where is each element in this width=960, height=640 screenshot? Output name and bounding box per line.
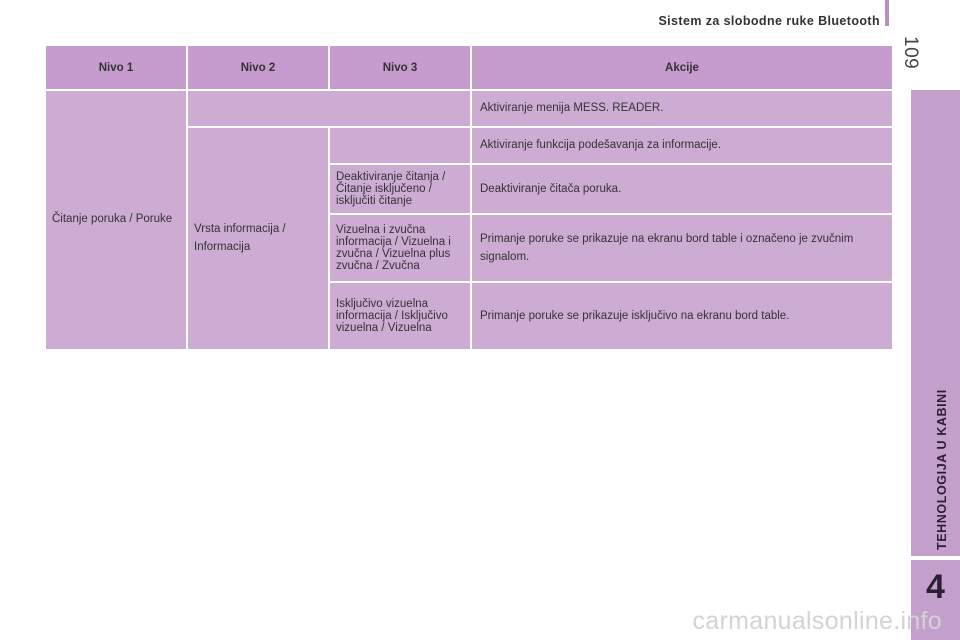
chapter-label: TEHNOLOGIJA U KABINI: [935, 389, 949, 550]
cell-action: Aktiviranje funkcija podešavanja za informacije.: [471, 127, 893, 164]
side-tab-divider: [911, 556, 960, 560]
chapter-number: 4: [926, 568, 945, 606]
cell-action: Primanje poruke se prikazuje na ekranu bord table i označeno je zvučnim signalom.: [471, 214, 893, 282]
table-row: [45, 90, 893, 127]
cell-level-2: Vrsta informacija / Informacija: [187, 127, 329, 350]
cell-level-3: Isključivo vizuelna informacija / Isključivo vizuelna / Vizuelna: [329, 282, 471, 350]
cell-action: Deaktiviranje čitača poruka.: [471, 164, 893, 214]
header-level-2: Nivo 2: [187, 45, 329, 90]
header-level-3: Nivo 3: [329, 45, 471, 90]
table-header-row: [45, 45, 893, 90]
cell-empty: [329, 127, 471, 164]
message-reader-menu-table: [44, 44, 894, 351]
cell-level-3: Vizuelna i zvučna informacija / Vizuelna i zvučna / Vizuelna plus zvučna / Zvučna: [329, 214, 471, 282]
page-number: 109: [900, 36, 921, 70]
header-accent-rule: [885, 0, 889, 26]
cell-empty: [187, 90, 471, 127]
header-level-1: Nivo 1: [45, 45, 187, 90]
header-actions: Akcije: [471, 45, 893, 90]
page-header-title: Sistem za slobodne ruke Bluetooth: [658, 14, 880, 28]
cell-action: Primanje poruke se prikazuje isključivo na ekranu bord table.: [471, 282, 893, 350]
chapter-side-tab: [911, 90, 960, 640]
cell-level-3: Deaktiviranje čitanja / Čitanje isključeno / isključiti čitanje: [329, 164, 471, 214]
cell-level-1: Čitanje poruka / Poruke: [45, 90, 187, 350]
cell-action: Aktiviranje menija MESS. READER.: [471, 90, 893, 127]
site-watermark: carmanualsonline.info: [692, 607, 942, 635]
